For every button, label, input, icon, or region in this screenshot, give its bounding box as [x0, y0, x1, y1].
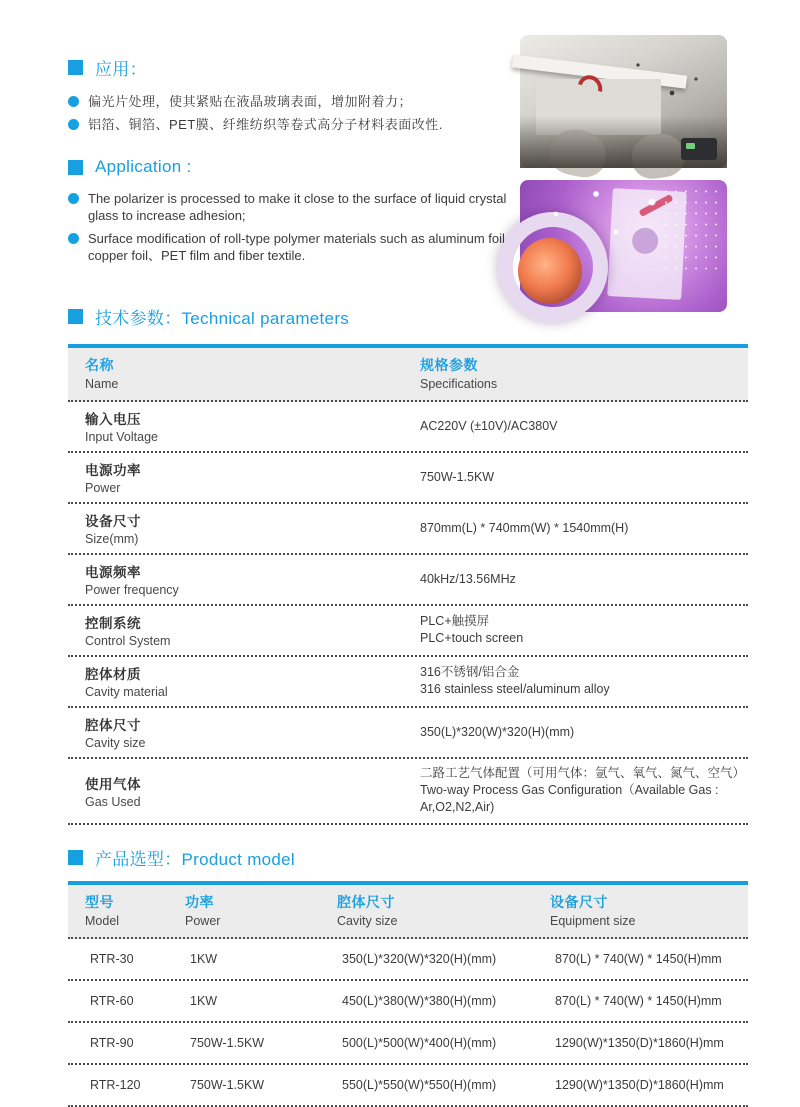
param-name-cell	[85, 459, 420, 495]
param-name-cell	[85, 714, 420, 750]
table-row	[68, 939, 748, 981]
param-value: 750W-1.5KW	[420, 469, 495, 484]
param-name-en: Cavity material	[85, 685, 168, 699]
header-label-en: Name	[85, 377, 119, 391]
param-name-cn: 腔体材质	[85, 667, 141, 682]
model-cell: RTR-120	[90, 1078, 141, 1092]
param-value: 870mm(L) * 740mm(W) * 1540mm(H)	[420, 520, 629, 535]
equipment-size-cell: 870(L) * 740(W) * 1450(H)mm	[555, 952, 722, 966]
header-label-cn: 规格参数	[420, 357, 478, 373]
equipment-size-cell: 1290(W)*1350(D)*1860(H)mm	[555, 1036, 724, 1050]
table-row	[68, 606, 748, 657]
param-value-cell	[420, 765, 748, 816]
bullet-dot-icon	[68, 193, 79, 204]
header-cell-equipment-size	[550, 892, 748, 928]
cavity-size-cell: 550(L)*550(W)*550(H)(mm)	[342, 1078, 497, 1092]
table-row	[68, 708, 748, 759]
table-row	[68, 1065, 748, 1107]
table-header-row	[68, 881, 748, 939]
blue-square-bullet-icon	[68, 850, 83, 865]
param-name-cell	[85, 561, 420, 597]
header-label-cn: 设备尺寸	[550, 894, 608, 910]
table-row	[68, 402, 748, 453]
table-row	[68, 504, 748, 555]
param-value-cell	[420, 571, 748, 588]
param-value-cell	[420, 469, 748, 486]
equipment-size-cell: 870(L) * 740(W) * 1450(H)mm	[555, 994, 722, 1008]
param-name-cell	[85, 612, 420, 648]
header-label-cn: 功率	[185, 894, 214, 910]
param-value: PLC+touch screen	[420, 631, 524, 645]
plasma-chamber-glow-photo	[520, 180, 727, 312]
power-cell: 750W-1.5KW	[190, 1036, 265, 1050]
photo-detail	[686, 143, 695, 149]
header-label-cn: 型号	[85, 894, 114, 910]
cavity-size-cell: 500(L)*500(W)*400(H)(mm)	[342, 1036, 497, 1050]
param-name-cn: 电源功率	[85, 463, 141, 478]
header-label-en: Equipment size	[550, 914, 636, 928]
param-name-cn: 设备尺寸	[85, 514, 141, 529]
section-title: 产品选型：Product model	[95, 850, 296, 869]
model-cell: RTR-30	[90, 952, 134, 966]
param-name-en: Control System	[85, 634, 171, 648]
blue-square-bullet-icon	[68, 309, 83, 324]
param-name-cell	[85, 773, 420, 809]
header-label-en: Cavity size	[337, 914, 398, 928]
param-value-cell	[420, 724, 748, 741]
param-value: AC220V (±10V)/AC380V	[420, 418, 558, 433]
photo-detail	[681, 138, 717, 160]
bullet-dot-icon	[68, 119, 79, 130]
param-name-en: Input Voltage	[85, 430, 158, 444]
param-name-cell	[85, 663, 420, 699]
param-value: 350(L)*320(W)*320(H)(mm)	[420, 724, 575, 739]
section-header-product-model	[68, 845, 748, 870]
table-header-row	[68, 344, 748, 402]
param-value: PLC+触摸屏	[420, 614, 490, 628]
cavity-size-cell: 350(L)*320(W)*320(H)(mm)	[342, 952, 497, 966]
param-name-en: Power	[85, 481, 121, 495]
header-cell-name	[85, 355, 420, 391]
bullet-text: Surface modification of roll-type polymer materials such as aluminum foil、copper foil、PET film and fiber textile.	[88, 231, 518, 263]
table-row	[68, 1023, 748, 1065]
table-row	[68, 759, 748, 825]
bullet-text: The polarizer is processed to make it close to the surface of liquid crystal glass to increase adhesion;	[88, 191, 507, 223]
param-name-cell	[85, 510, 420, 546]
model-cell: RTR-90	[90, 1036, 134, 1050]
bullet-dot-icon	[68, 96, 79, 107]
header-label-en: Power	[185, 914, 221, 928]
cavity-size-cell: 450(L)*380(W)*380(H)(mm)	[342, 994, 497, 1008]
param-value: 40kHz/13.56MHz	[420, 571, 516, 586]
param-value-cell	[420, 613, 748, 647]
param-value: 316不锈钢/铝合金	[420, 665, 520, 679]
param-value-cell	[420, 418, 748, 435]
param-value: Two-way Process Gas Configuration（Available Gas : Ar,O2,N2,Air)	[420, 783, 719, 814]
bullet-dot-icon	[68, 233, 79, 244]
param-value: 316 stainless steel/aluminum alloy	[420, 682, 610, 696]
bullet-text: 偏光片处理，使其紧贴在液晶玻璃表面，增加附着力；	[88, 94, 413, 109]
param-name-en: Size(mm)	[85, 532, 139, 546]
model-cell: RTR-60	[90, 994, 134, 1008]
technical-parameters-table	[68, 344, 748, 825]
power-cell: 750W-1.5KW	[190, 1078, 265, 1092]
param-value-cell	[420, 520, 748, 537]
param-name-cn: 使用气体	[85, 776, 141, 792]
param-name-cn: 输入电压	[85, 412, 141, 427]
header-cell-specifications	[420, 355, 748, 391]
table-row	[68, 657, 748, 708]
header-cell-model	[85, 892, 185, 928]
param-name-cell	[85, 408, 420, 444]
header-label-cn: 名称	[85, 357, 114, 373]
power-cell: 1KW	[190, 952, 218, 966]
param-name-cn: 控制系统	[85, 616, 141, 631]
photo-detail	[520, 180, 727, 312]
blue-square-bullet-icon	[68, 60, 83, 75]
section-title: Application :	[95, 157, 192, 176]
table-row	[68, 453, 748, 504]
section-title: 应用：	[95, 60, 147, 79]
table-row	[68, 555, 748, 606]
param-name-en: Gas Used	[85, 794, 141, 809]
param-name-en: Power frequency	[85, 583, 179, 597]
param-name-cn: 电源频率	[85, 565, 141, 580]
param-name-cn: 腔体尺寸	[85, 718, 141, 733]
equipment-size-cell: 1290(W)*1350(D)*1860(H)mm	[555, 1078, 724, 1092]
bullet-text: 铝箔、铜箔、PET膜、纤维纺织等卷式高分子材料表面改性.	[88, 117, 443, 132]
product-model-table	[68, 881, 748, 1107]
blue-square-bullet-icon	[68, 160, 83, 175]
section-title: 技术参数：Technical parameters	[95, 309, 350, 328]
header-label-en: Model	[85, 914, 120, 928]
power-cell: 1KW	[190, 994, 218, 1008]
table-row	[68, 981, 748, 1023]
header-cell-power	[185, 892, 337, 928]
header-label-cn: 腔体尺寸	[337, 894, 395, 910]
equipment-interior-photo	[520, 35, 727, 168]
param-value: 二路工艺气体配置（可用气体：氩气、氧气、氮气、空气）	[420, 766, 746, 780]
header-label-en: Specifications	[420, 377, 498, 391]
header-cell-cavity-size	[337, 892, 550, 928]
param-value-cell	[420, 664, 748, 698]
param-name-en: Cavity size	[85, 736, 146, 750]
